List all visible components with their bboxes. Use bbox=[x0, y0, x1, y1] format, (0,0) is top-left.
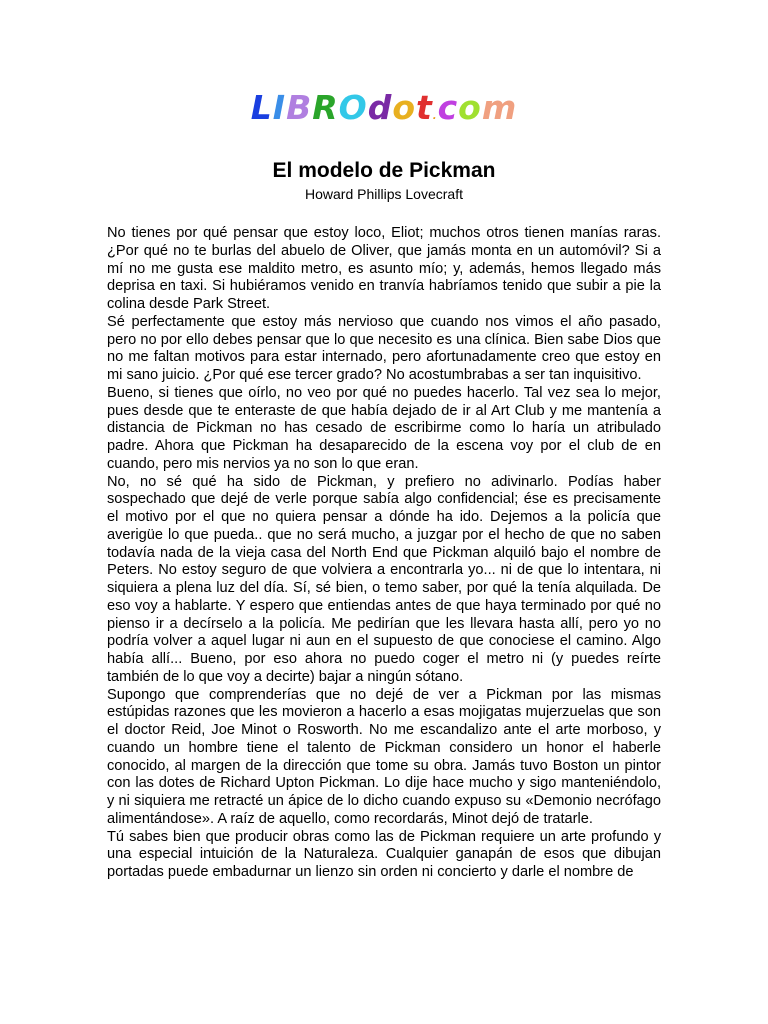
logo-letter: o bbox=[392, 88, 417, 127]
logo-letter: . bbox=[432, 111, 438, 122]
document-title: El modelo de Pickman bbox=[272, 159, 496, 182]
paragraph: Supongo que comprenderías que no dejé de ver a Pickman por las mismas estúpidas razones que les movieron a hacerlo a esas mojigatas mujerzuelas que son el doctor Reid, Joe Minot o Rosworth. No me escandalizo ante el arte morboso, y cuando un hombre tiene el talento de Pickman considero un honor el haberle conocido, al margen de la dirección que tome su obra. Jamás tuvo Boston un pintor con las dotes de Richard Upton Pickman. Lo dije hace mucho y sigo manteniéndolo, y ni siquiera me retracté un ápice de lo dicho cuando expuso su «Demonio necrófago alimentándose». A raíz de aquello, como recordarás, Minot dejó de tratarle. bbox=[107, 686, 661, 827]
paragraph: Bueno, si tienes que oírlo, no veo por qué no puedes hacerlo. Tal vez sea lo mejor, pues desde que te enteraste de que había dejado de ir al Art Club y me mantenía a distancia de Pickman no has cesado de escribirme como lo haría un atribulado padre. Ahora que Pickman ha desaparecido de la escena voy por el club de en cuando, pero mis nervios ya no son lo que eran. bbox=[107, 384, 661, 472]
logo-letter: I bbox=[272, 88, 287, 127]
logo-letter: t bbox=[416, 88, 433, 127]
document-author: Howard Phillips Lovecraft bbox=[305, 186, 463, 202]
logo-letter: R bbox=[312, 88, 339, 127]
paragraph: No tienes por qué pensar que estoy loco, Eliot; muchos otros tienen manías raras. ¿Por qué no te burlas del abuelo de Oliver, que jamás monta en un automóvil? Si a mí no me gusta ese maldito metro, es asunto mío; y, además, hemos llegado más deprisa en taxi. Si hubiéramos venido en tranvía habríamos tenido que subir a pie la colina desde Park Street. bbox=[107, 225, 661, 312]
logo-letter: m bbox=[481, 88, 518, 127]
logo-letter: c bbox=[437, 88, 459, 127]
logo-letter: B bbox=[286, 88, 313, 127]
paragraph: Sé perfectamente que estoy más nervioso que cuando nos vimos el año pasado, pero no por ello debes pensar que lo que necesito es una clínica. Bien sabe Dios que no me faltan motivos para estar internado, pero afortunadamente creo que estoy en mi sano juicio. ¿Por qué ese tercer grado? No acostumbrabas a ser tan inquisitivo. bbox=[107, 313, 661, 383]
logo-letter: L bbox=[250, 88, 273, 127]
logo-letter: d bbox=[367, 88, 393, 127]
document-body bbox=[107, 225, 661, 882]
logo-letter: O bbox=[338, 88, 368, 127]
paragraph: Tú sabes bien que producir obras como las de Pickman requiere un arte profundo y una especial intuición de la Naturaleza. Cualquier ganapán de esos que dibujan portadas puede embadurnar un lienzo sin orden ni concierto y darle el nombre de bbox=[107, 828, 661, 880]
logo-letter: o bbox=[458, 88, 482, 127]
paragraph: No, no sé qué ha sido de Pickman, y prefiero no adivinarlo. Podías haber sospechado que dejé de verle porque sabía algo confidencial; ése es precisamente el motivo por el que no quiera pensar a dónde ha ido. Dejemos a la policía que averigüe lo que pueda.. que no será mucho, a juzgar por el hecho de que no saben todavía nada de la vieja casa del North End que Pickman alquiló bajo el nombre de Peters. No estoy seguro de que volviera a encontrarla yo... ni de que lo intentara, ni siquiera a plena luz del día. Sí, sé bien, o temo saber, por qué la tenía alquilada. De eso voy a hablarte. Y espero que entiendas antes de que haya terminado por qué no pienso ir a decírselo a la policía. Me pedirían que les llevara hasta allí, pero yo no podría volver a aquel lugar ni aun en el supuesto de que conociese el camino. Algo había allí... Bueno, por eso ahora no puedo coger el metro ni (y puedes reírte también de lo que voy a decirte) bajar a ningún sótano. bbox=[107, 473, 661, 685]
site-logo bbox=[0, 88, 768, 137]
